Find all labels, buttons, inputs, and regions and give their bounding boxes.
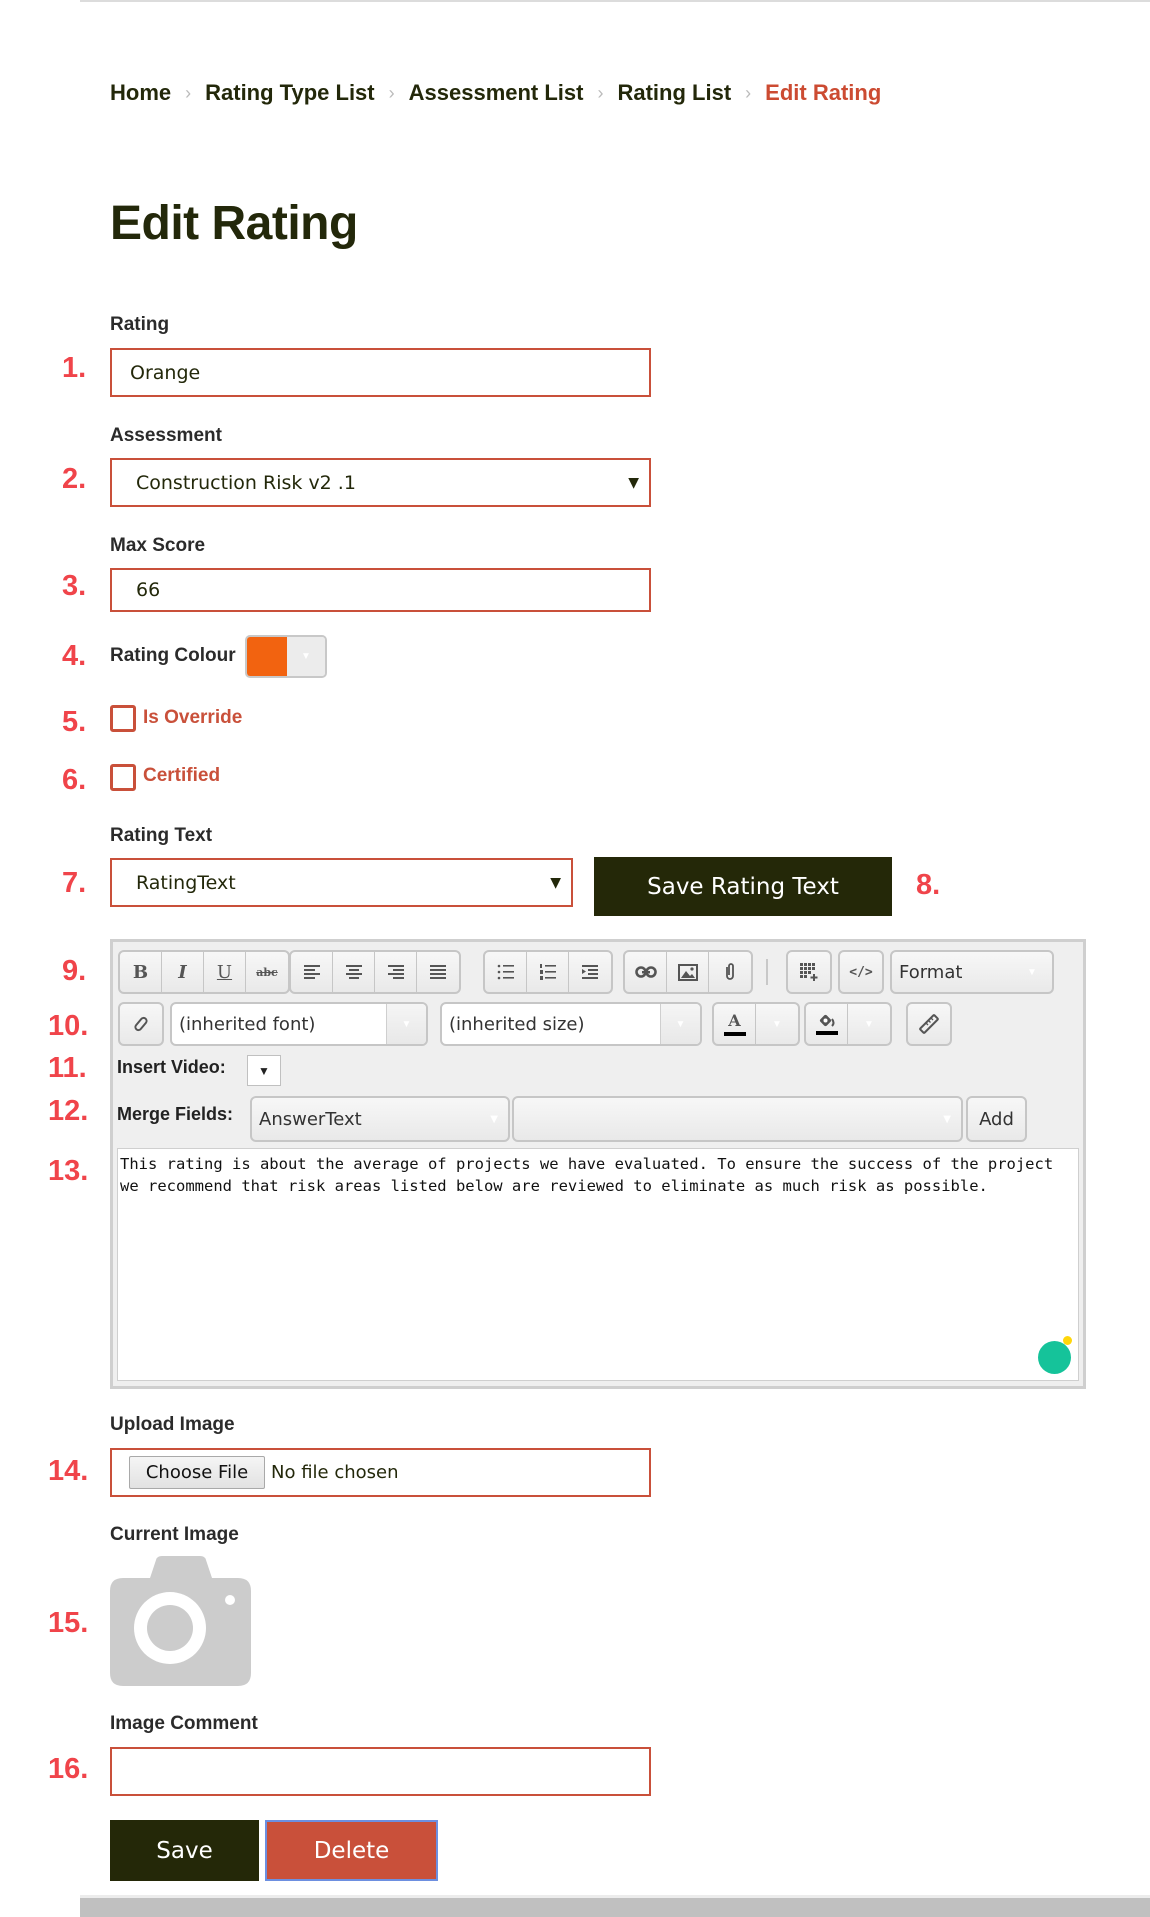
background-color-dropdown[interactable]: ▼ — [864, 1018, 874, 1030]
numbered-list-icon — [539, 963, 557, 981]
align-center-icon — [345, 964, 363, 980]
strikethrough-button[interactable] — [246, 952, 288, 992]
format-label: Format — [899, 961, 963, 983]
breadcrumb-assessment-list[interactable]: Assessment List — [408, 80, 584, 105]
rating-text-select[interactable] — [110, 858, 573, 907]
align-right-button[interactable] — [375, 952, 417, 992]
marker-16: 16. — [48, 1753, 89, 1785]
breadcrumb-rating-list[interactable]: Rating List — [617, 80, 732, 105]
marker-8: 8. — [916, 869, 941, 901]
code-icon: </> — [849, 964, 873, 980]
image-button[interactable] — [667, 952, 709, 992]
font-family-value: (inherited font) — [179, 1013, 316, 1035]
font-color-group — [712, 1002, 800, 1046]
max-score-value: 66 — [136, 579, 161, 601]
caret-down-icon: ▼ — [490, 1113, 498, 1125]
insert-group — [623, 950, 753, 994]
background-color-group — [804, 1002, 892, 1046]
chevron-right-icon: › — [597, 82, 604, 103]
background-color-button[interactable] — [806, 1004, 848, 1044]
format-dropdown[interactable] — [890, 950, 1054, 994]
choose-file-button[interactable]: Choose File — [129, 1456, 265, 1489]
marker-9: 9. — [62, 955, 87, 987]
caret-down-icon: ▼ — [943, 1113, 951, 1125]
certified-label[interactable]: Certified — [143, 765, 221, 786]
font-size-value: (inherited size) — [449, 1013, 585, 1035]
eraser-icon — [133, 1016, 149, 1032]
rating-text-label: Rating Text — [110, 825, 213, 846]
strikethrough-icon: abc — [256, 965, 278, 979]
current-image-label: Current Image — [110, 1524, 239, 1545]
chevron-right-icon: › — [185, 82, 192, 103]
numbered-list-button[interactable] — [527, 952, 569, 992]
marker-7: 7. — [62, 867, 87, 899]
rating-text-value: RatingText — [136, 871, 236, 894]
table-icon — [799, 962, 819, 982]
save-button[interactable]: Save — [110, 1820, 259, 1881]
image-comment-input[interactable] — [110, 1747, 651, 1796]
html-group — [838, 950, 884, 994]
marker-6: 6. — [62, 764, 87, 796]
indent-button[interactable] — [569, 952, 611, 992]
caret-down-icon: ▼ — [550, 874, 561, 891]
top-divider — [80, 0, 1150, 2]
image-comment-label: Image Comment — [110, 1713, 258, 1734]
marker-4: 4. — [62, 640, 87, 672]
assessment-value: Construction Risk v2 .1 — [136, 471, 356, 494]
rating-label: Rating — [110, 314, 170, 335]
attachment-button[interactable] — [709, 952, 751, 992]
marker-12: 12. — [48, 1095, 89, 1127]
marker-3: 3. — [62, 570, 87, 602]
underline-button[interactable] — [204, 952, 246, 992]
marker-10: 10. — [48, 1010, 89, 1042]
save-rating-text-button[interactable]: Save Rating Text — [594, 857, 892, 916]
file-status: No file chosen — [271, 1462, 399, 1483]
italic-icon: I — [178, 961, 187, 983]
certified-checkbox[interactable] — [110, 764, 136, 791]
delete-button[interactable]: Delete — [265, 1820, 438, 1881]
align-right-icon — [387, 964, 405, 980]
clear-format-button[interactable] — [120, 1004, 162, 1044]
alignment-group — [289, 950, 461, 994]
breadcrumb-home[interactable]: Home — [110, 80, 172, 105]
grammarly-icon[interactable] — [1038, 1341, 1071, 1374]
rating-colour-picker[interactable] — [245, 635, 327, 678]
bullet-list-icon — [497, 964, 515, 980]
clear-format-group — [118, 1002, 164, 1046]
color-indicator — [724, 1032, 746, 1036]
marker-13: 13. — [48, 1155, 89, 1187]
breadcrumb-rating-type-list[interactable]: Rating Type List — [205, 80, 375, 105]
chevron-right-icon: › — [745, 82, 752, 103]
italic-button[interactable] — [162, 952, 204, 992]
add-merge-field-button[interactable]: Add — [966, 1096, 1027, 1142]
is-override-checkbox[interactable] — [110, 705, 136, 732]
rating-colour-label: Rating Colour — [110, 645, 236, 666]
text-format-group — [118, 950, 290, 994]
is-override-label[interactable]: Is Override — [143, 707, 243, 728]
caret-down-icon: ▼ — [287, 637, 325, 676]
page-title: Edit Rating — [110, 197, 358, 250]
max-score-input[interactable] — [110, 568, 651, 612]
ruler-group — [906, 1002, 952, 1046]
assessment-select[interactable] — [110, 458, 651, 507]
paint-bucket-icon — [818, 1014, 836, 1028]
max-score-label: Max Score — [110, 535, 206, 556]
caret-down-icon: ▼ — [1027, 966, 1037, 978]
insert-table-button[interactable] — [788, 952, 830, 992]
paperclip-icon — [724, 962, 736, 982]
breadcrumb — [110, 78, 881, 108]
merge-field-secondary-select[interactable] — [512, 1096, 963, 1142]
chevron-right-icon: › — [388, 82, 395, 103]
insert-video-dropdown[interactable] — [247, 1055, 281, 1086]
marker-11: 11. — [48, 1052, 87, 1084]
ruler-icon — [919, 1014, 939, 1034]
indent-icon — [581, 964, 599, 980]
justify-button[interactable] — [417, 952, 459, 992]
colour-swatch — [247, 637, 287, 676]
font-family-dropdown[interactable] — [170, 1002, 428, 1046]
bullet-list-button[interactable] — [485, 952, 527, 992]
align-left-button[interactable] — [291, 952, 333, 992]
merge-field-select[interactable] — [250, 1096, 510, 1142]
color-indicator — [816, 1031, 838, 1035]
font-color-icon: A — [728, 1010, 741, 1030]
insert-video-label: Insert Video: — [117, 1057, 226, 1077]
bold-icon: B — [132, 961, 149, 983]
list-group — [483, 950, 613, 994]
align-left-icon — [303, 964, 321, 980]
link-icon — [635, 966, 657, 978]
image-icon — [678, 964, 698, 981]
merge-fields-label: Merge Fields: — [117, 1104, 234, 1124]
caret-down-icon: ▼ — [258, 1063, 270, 1078]
table-group — [786, 950, 832, 994]
upload-image-label: Upload Image — [110, 1414, 235, 1435]
caret-down-icon: ▼ — [628, 474, 639, 491]
underline-icon: U — [216, 961, 233, 983]
toolbar-separator — [766, 959, 768, 985]
font-color-dropdown[interactable]: ▼ — [772, 1018, 782, 1030]
justify-icon — [429, 964, 447, 980]
marker-1: 1. — [62, 352, 87, 384]
marker-2: 2. — [62, 463, 87, 495]
assessment-label: Assessment — [110, 425, 222, 446]
camera-placeholder-icon — [110, 1556, 252, 1687]
rating-input[interactable] — [110, 348, 651, 397]
merge-field-value: AnswerText — [259, 1108, 362, 1130]
footer-bar — [80, 1895, 1150, 1917]
html-view-button[interactable] — [840, 952, 882, 992]
marker-15: 15. — [48, 1607, 89, 1639]
marker-14: 14. — [48, 1455, 89, 1487]
grammarly-status-dot — [1063, 1336, 1072, 1345]
bold-button[interactable] — [120, 952, 162, 992]
upload-image-field — [110, 1448, 651, 1497]
font-color-button[interactable] — [714, 1004, 756, 1044]
ruler-button[interactable] — [908, 1004, 950, 1044]
font-size-dropdown[interactable] — [440, 1002, 702, 1046]
caret-down-icon: ▼ — [660, 1004, 700, 1044]
link-button[interactable] — [625, 952, 667, 992]
rating-value: Orange — [130, 361, 201, 384]
editor-content-area[interactable]: This rating is about the average of projects we have evaluated. To ensure the success of the project we recommend that risk areas listed below are reviewed to eliminate as much risk as possible. — [117, 1148, 1079, 1381]
caret-down-icon: ▼ — [386, 1004, 426, 1044]
marker-5: 5. — [62, 706, 87, 738]
align-center-button[interactable] — [333, 952, 375, 992]
breadcrumb-current: Edit Rating — [765, 80, 882, 105]
